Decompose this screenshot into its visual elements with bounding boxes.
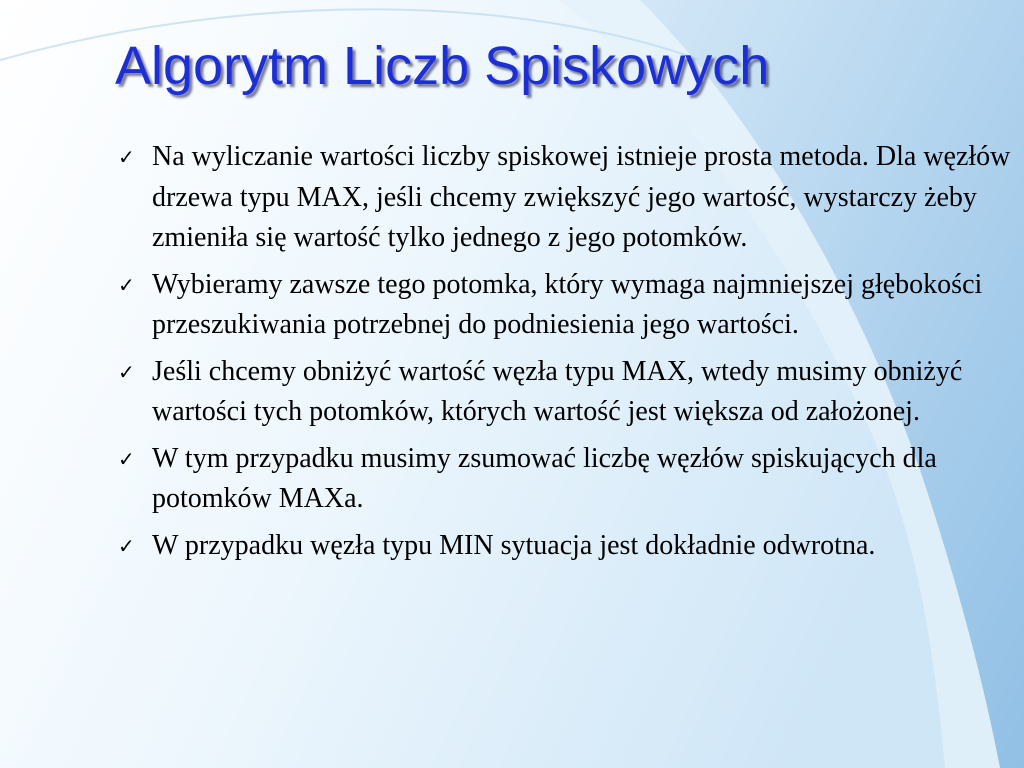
check-mark-icon: ✓ [118, 272, 135, 297]
bullet-text: W tym przypadku musimy zsumować liczbę węzłów spiskujących dla potomków MAXa. [152, 442, 937, 514]
bullet-item [118, 352, 1018, 433]
bullet-item [118, 439, 1018, 520]
bullet-text: Wybieramy zawsze tego potomka, który wymaga najmniejszej głębokości przeszukiwania potrzebnej do podniesienia jego wartości. [152, 268, 983, 340]
check-mark-icon: ✓ [118, 446, 135, 471]
bullet-text: Na wyliczanie wartości liczby spiskowej istnieje prosta metoda. Dla węzłów drzewa typu MAX, jeśli chcemy zwiększyć jego wartość, wystarczy żeby zmieniła się wartość tylko jednego z jego potomków. [152, 141, 1011, 253]
bullet-item [118, 526, 1018, 567]
bullet-list [118, 137, 1018, 572]
slide-title: Algorytm Liczb Spiskowych [115, 36, 770, 96]
bullet-item [118, 265, 1018, 346]
bullet-text: W przypadku węzła typu MIN sytuacja jest dokładnie odwrotna. [152, 529, 876, 561]
bullet-text: Jeśli chcemy obniżyć wartość węzła typu MAX, wtedy musimy obniżyć wartości tych potomków, których wartość jest większa od założonej. [152, 355, 963, 427]
check-mark-icon: ✓ [118, 145, 135, 169]
check-mark-icon: ✓ [118, 533, 135, 558]
bullet-item [118, 137, 1018, 259]
check-mark-icon: ✓ [118, 359, 135, 384]
